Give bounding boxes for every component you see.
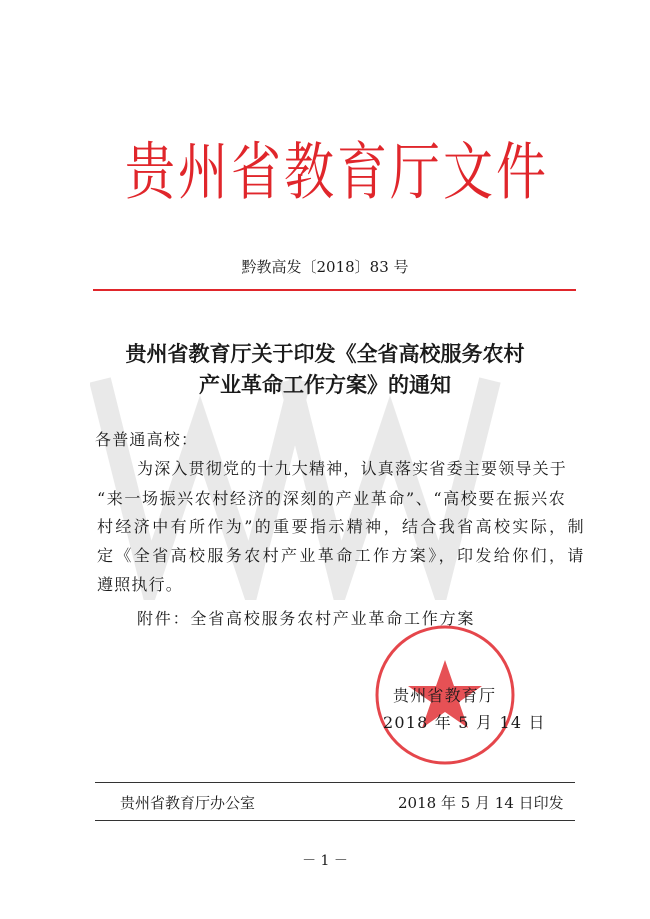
body-line: “来一场振兴农村经济的深刻的产业革命”、“高校要在振兴农 xyxy=(97,489,567,508)
salutation: 各普通高校： xyxy=(95,430,199,449)
signature-date: 2018 年 5 月 14 日 xyxy=(383,713,546,732)
notice-title-line2: 产业革命工作方案》的通知 xyxy=(199,373,451,397)
document-number: 黔教高发〔2018〕83 号 xyxy=(241,258,409,276)
body-line: 定《全省高校服务农村产业革命工作方案》，印发给你们，请 xyxy=(97,546,586,565)
body-line: 遵照执行。 xyxy=(97,575,184,594)
footer-bottom-rule xyxy=(95,820,575,821)
header-char: 育 xyxy=(337,135,390,209)
header-char: 件 xyxy=(496,135,549,209)
footer-top-rule xyxy=(95,782,575,783)
header-char: 厅 xyxy=(390,135,443,209)
attachment-line: 附件：全省高校服务农村产业革命工作方案 xyxy=(137,609,476,628)
red-divider xyxy=(93,289,576,291)
document-header-title xyxy=(125,122,549,212)
footer-office: 贵州省教育厅办公室 xyxy=(120,794,256,812)
footer-print-date: 2018 年 5 月 14 日印发 xyxy=(398,794,564,812)
header-char: 贵 xyxy=(125,135,178,209)
header-char: 省 xyxy=(231,135,284,209)
body-line: 为深入贯彻党的十九大精神，认真落实省委主要领导关于 xyxy=(137,459,568,478)
signature-org: 贵州省教育厅 xyxy=(393,686,497,705)
body-line: 村经济中有所作为”的重要指示精神，结合我省高校实际，制 xyxy=(97,517,586,536)
header-char: 教 xyxy=(284,135,337,209)
notice-title-line1: 贵州省教育厅关于印发《全省高校服务农村 xyxy=(125,342,525,366)
page-number: － 1 － xyxy=(302,853,348,869)
header-char: 文 xyxy=(443,135,496,209)
header-char: 州 xyxy=(178,135,231,209)
